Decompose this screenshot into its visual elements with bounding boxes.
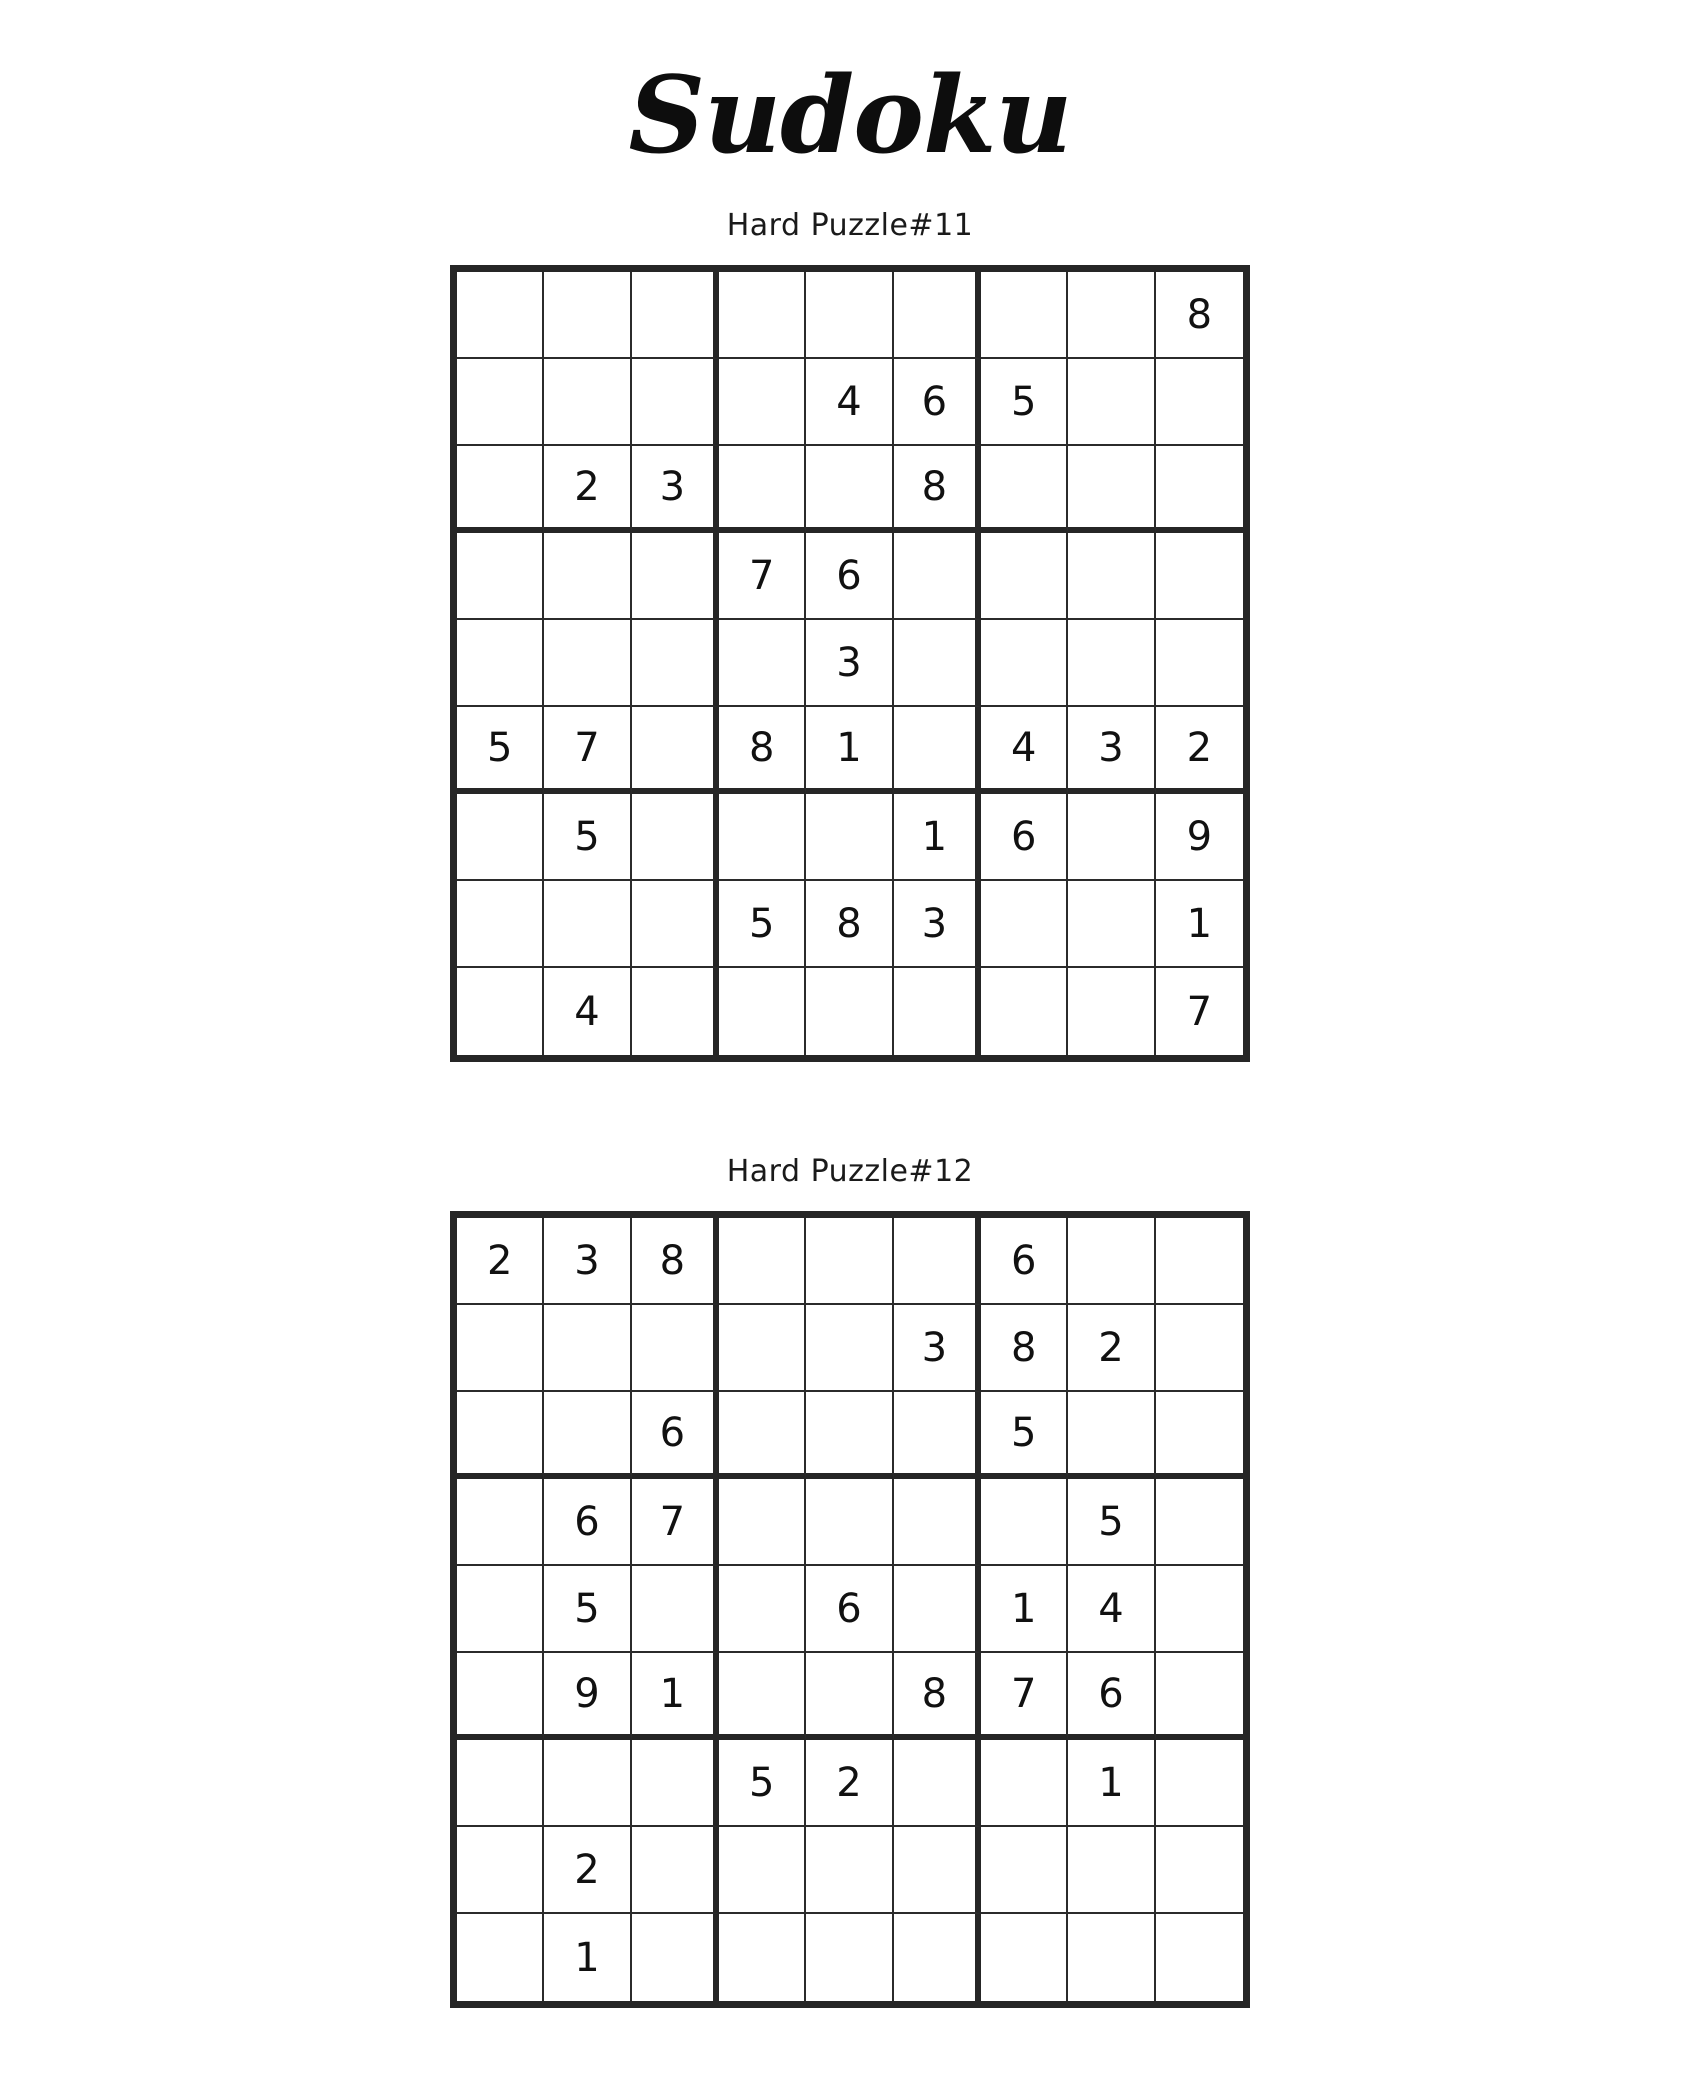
sudoku-cell-empty[interactable] <box>457 359 544 446</box>
sudoku-cell-given[interactable]: 6 <box>544 1479 631 1566</box>
sudoku-cell-empty[interactable] <box>1068 620 1155 707</box>
sudoku-cell-empty[interactable] <box>806 1218 893 1305</box>
sudoku-cell-given[interactable]: 8 <box>806 881 893 968</box>
sudoku-cell-empty[interactable] <box>544 359 631 446</box>
sudoku-cell-empty[interactable] <box>981 620 1068 707</box>
sudoku-cell-empty[interactable] <box>1156 1566 1243 1653</box>
sudoku-cell-empty[interactable] <box>1156 359 1243 446</box>
sudoku-cell-empty[interactable] <box>981 1479 1068 1566</box>
sudoku-cell-given[interactable]: 6 <box>981 794 1068 881</box>
sudoku-cell-empty[interactable] <box>457 881 544 968</box>
sudoku-cell-given[interactable]: 4 <box>1068 1566 1155 1653</box>
sudoku-cell-empty[interactable] <box>894 1827 981 1914</box>
sudoku-cell-empty[interactable] <box>806 1653 893 1740</box>
sudoku-cell-empty[interactable] <box>632 359 719 446</box>
sudoku-cell-empty[interactable] <box>544 1305 631 1392</box>
sudoku-cell-empty[interactable] <box>632 881 719 968</box>
sudoku-cell-given[interactable]: 1 <box>544 1914 631 2001</box>
sudoku-cell-empty[interactable] <box>806 446 893 533</box>
sudoku-cell-empty[interactable] <box>981 968 1068 1055</box>
sudoku-cell-empty[interactable] <box>719 446 806 533</box>
sudoku-cell-empty[interactable] <box>806 1914 893 2001</box>
sudoku-cell-given[interactable]: 7 <box>1156 968 1243 1055</box>
sudoku-cell-empty[interactable] <box>894 1914 981 2001</box>
sudoku-cell-given[interactable]: 9 <box>1156 794 1243 881</box>
sudoku-cell-empty[interactable] <box>894 1479 981 1566</box>
sudoku-cell-given[interactable]: 6 <box>1068 1653 1155 1740</box>
sudoku-cell-empty[interactable] <box>1068 881 1155 968</box>
sudoku-cell-given[interactable]: 8 <box>1156 272 1243 359</box>
sudoku-cell-empty[interactable] <box>894 1218 981 1305</box>
sudoku-cell-empty[interactable] <box>1068 1914 1155 2001</box>
sudoku-cell-empty[interactable] <box>457 794 544 881</box>
sudoku-cell-given[interactable]: 5 <box>719 1740 806 1827</box>
sudoku-cell-empty[interactable] <box>544 533 631 620</box>
sudoku-cell-given[interactable]: 2 <box>457 1218 544 1305</box>
sudoku-cell-empty[interactable] <box>1156 446 1243 533</box>
sudoku-cell-given[interactable]: 2 <box>544 446 631 533</box>
sudoku-cell-given[interactable]: 4 <box>981 707 1068 794</box>
sudoku-cell-empty[interactable] <box>457 968 544 1055</box>
sudoku-cell-empty[interactable] <box>1156 620 1243 707</box>
sudoku-cell-given[interactable]: 6 <box>894 359 981 446</box>
sudoku-cell-empty[interactable] <box>1068 533 1155 620</box>
sudoku-cell-given[interactable]: 5 <box>719 881 806 968</box>
sudoku-cell-empty[interactable] <box>457 1392 544 1479</box>
sudoku-cell-empty[interactable] <box>806 968 893 1055</box>
sudoku-cell-empty[interactable] <box>457 1653 544 1740</box>
sudoku-cell-empty[interactable] <box>1068 794 1155 881</box>
sudoku-cell-empty[interactable] <box>457 620 544 707</box>
sudoku-cell-empty[interactable] <box>894 968 981 1055</box>
sudoku-cell-empty[interactable] <box>1068 1218 1155 1305</box>
sudoku-cell-given[interactable]: 1 <box>1068 1740 1155 1827</box>
sudoku-cell-empty[interactable] <box>457 1305 544 1392</box>
sudoku-cell-empty[interactable] <box>1156 1740 1243 1827</box>
sudoku-cell-empty[interactable] <box>894 272 981 359</box>
sudoku-cell-empty[interactable] <box>981 1914 1068 2001</box>
sudoku-cell-given[interactable]: 7 <box>719 533 806 620</box>
sudoku-cell-empty[interactable] <box>894 1392 981 1479</box>
sudoku-cell-given[interactable]: 5 <box>457 707 544 794</box>
sudoku-cell-given[interactable]: 6 <box>806 1566 893 1653</box>
sudoku-cell-empty[interactable] <box>544 881 631 968</box>
sudoku-cell-empty[interactable] <box>719 1827 806 1914</box>
sudoku-cell-given[interactable]: 3 <box>894 881 981 968</box>
sudoku-cell-empty[interactable] <box>457 533 544 620</box>
sudoku-cell-empty[interactable] <box>719 1653 806 1740</box>
grid-wrapper-2 <box>0 1211 1700 2008</box>
sudoku-cell-empty[interactable] <box>544 1392 631 1479</box>
sudoku-cell-empty[interactable] <box>719 1566 806 1653</box>
sudoku-cell-given[interactable]: 5 <box>981 359 1068 446</box>
sudoku-cell-empty[interactable] <box>632 1305 719 1392</box>
sudoku-cell-empty[interactable] <box>981 272 1068 359</box>
sudoku-cell-empty[interactable] <box>1156 1392 1243 1479</box>
sudoku-cell-given[interactable]: 1 <box>806 707 893 794</box>
sudoku-cell-given[interactable]: 6 <box>981 1218 1068 1305</box>
sudoku-cell-empty[interactable] <box>1156 1653 1243 1740</box>
sudoku-cell-given[interactable]: 5 <box>544 1566 631 1653</box>
sudoku-cell-given[interactable]: 8 <box>632 1218 719 1305</box>
sudoku-cell-given[interactable]: 6 <box>632 1392 719 1479</box>
sudoku-grid-1[interactable] <box>450 265 1250 1062</box>
puzzle-caption-2: Hard Puzzle#12 <box>726 1154 974 1189</box>
sudoku-cell-empty[interactable] <box>632 272 719 359</box>
sudoku-cell-empty[interactable] <box>719 620 806 707</box>
sudoku-cell-empty[interactable] <box>632 968 719 1055</box>
sudoku-cell-empty[interactable] <box>719 1392 806 1479</box>
sudoku-cell-empty[interactable] <box>1156 533 1243 620</box>
sudoku-cell-empty[interactable] <box>457 1479 544 1566</box>
sudoku-cell-empty[interactable] <box>632 1740 719 1827</box>
sudoku-cell-empty[interactable] <box>1068 359 1155 446</box>
sudoku-cell-empty[interactable] <box>457 446 544 533</box>
sudoku-cell-empty[interactable] <box>981 1740 1068 1827</box>
sudoku-cell-empty[interactable] <box>981 1827 1068 1914</box>
sudoku-cell-given[interactable]: 8 <box>894 446 981 533</box>
sudoku-cell-given[interactable]: 3 <box>894 1305 981 1392</box>
sudoku-cell-empty[interactable] <box>894 1740 981 1827</box>
sudoku-cell-empty[interactable] <box>544 1740 631 1827</box>
sudoku-cell-empty[interactable] <box>1068 1392 1155 1479</box>
sudoku-cell-given[interactable]: 1 <box>1156 881 1243 968</box>
sudoku-cell-empty[interactable] <box>544 620 631 707</box>
sudoku-cell-empty[interactable] <box>719 1305 806 1392</box>
sudoku-cell-empty[interactable] <box>632 533 719 620</box>
sudoku-cell-empty[interactable] <box>1068 1827 1155 1914</box>
puzzle-section-2 <box>0 1062 1700 2008</box>
sudoku-cell-empty[interactable] <box>632 620 719 707</box>
sudoku-cell-empty[interactable] <box>719 1479 806 1566</box>
sudoku-cell-given[interactable]: 8 <box>719 707 806 794</box>
puzzle-section-1 <box>0 168 1700 1062</box>
puzzle-caption-1: Hard Puzzle#11 <box>726 208 974 243</box>
sudoku-cell-empty[interactable] <box>632 707 719 794</box>
sudoku-cell-empty[interactable] <box>894 1566 981 1653</box>
sudoku-cell-empty[interactable] <box>1068 272 1155 359</box>
page-title: Sudoku <box>628 52 1072 177</box>
sudoku-cell-given[interactable]: 2 <box>1068 1305 1155 1392</box>
sudoku-cell-empty[interactable] <box>719 794 806 881</box>
sudoku-cell-empty[interactable] <box>544 272 631 359</box>
sudoku-cell-empty[interactable] <box>719 968 806 1055</box>
sudoku-cell-empty[interactable] <box>806 1827 893 1914</box>
sudoku-cell-empty[interactable] <box>981 533 1068 620</box>
sudoku-cell-given[interactable]: 1 <box>632 1653 719 1740</box>
sudoku-cell-given[interactable]: 5 <box>981 1392 1068 1479</box>
sudoku-cell-empty[interactable] <box>632 1566 719 1653</box>
sudoku-cell-empty[interactable] <box>894 707 981 794</box>
sudoku-cell-empty[interactable] <box>719 359 806 446</box>
sudoku-cell-given[interactable]: 2 <box>1156 707 1243 794</box>
sudoku-cell-empty[interactable] <box>806 1392 893 1479</box>
sudoku-cell-empty[interactable] <box>1156 1479 1243 1566</box>
sudoku-cell-given[interactable]: 1 <box>981 1566 1068 1653</box>
sudoku-cell-empty[interactable] <box>457 272 544 359</box>
sudoku-cell-given[interactable]: 4 <box>544 968 631 1055</box>
sudoku-cell-empty[interactable] <box>981 446 1068 533</box>
sudoku-cell-given[interactable]: 8 <box>981 1305 1068 1392</box>
grid-wrapper-1 <box>0 265 1700 1062</box>
sudoku-cell-empty[interactable] <box>1156 1827 1243 1914</box>
sudoku-cell-given[interactable]: 7 <box>632 1479 719 1566</box>
sudoku-cell-given[interactable]: 3 <box>806 620 893 707</box>
sudoku-cell-given[interactable]: 7 <box>544 707 631 794</box>
sudoku-cell-given[interactable]: 1 <box>894 794 981 881</box>
sudoku-cell-given[interactable]: 2 <box>806 1740 893 1827</box>
sudoku-cell-empty[interactable] <box>457 1566 544 1653</box>
sudoku-cell-empty[interactable] <box>457 1827 544 1914</box>
sudoku-cell-empty[interactable] <box>457 1740 544 1827</box>
sudoku-cell-given[interactable]: 6 <box>806 533 893 620</box>
sudoku-cell-empty[interactable] <box>894 620 981 707</box>
sudoku-cell-given[interactable]: 8 <box>894 1653 981 1740</box>
sudoku-cell-given[interactable]: 3 <box>1068 707 1155 794</box>
sudoku-cell-empty[interactable] <box>806 272 893 359</box>
sudoku-cell-empty[interactable] <box>806 1479 893 1566</box>
sudoku-cell-given[interactable]: 9 <box>544 1653 631 1740</box>
sudoku-cell-empty[interactable] <box>1156 1305 1243 1392</box>
sudoku-cell-empty[interactable] <box>719 272 806 359</box>
sudoku-cell-given[interactable]: 3 <box>544 1218 631 1305</box>
sudoku-cell-given[interactable]: 2 <box>544 1827 631 1914</box>
sudoku-cell-given[interactable]: 7 <box>981 1653 1068 1740</box>
sudoku-cell-empty[interactable] <box>632 794 719 881</box>
sudoku-cell-empty[interactable] <box>1068 968 1155 1055</box>
sudoku-cell-empty[interactable] <box>894 533 981 620</box>
sudoku-grid-2[interactable] <box>450 1211 1250 2008</box>
sudoku-cell-empty[interactable] <box>632 1827 719 1914</box>
sudoku-cell-empty[interactable] <box>719 1218 806 1305</box>
sudoku-cell-given[interactable]: 5 <box>1068 1479 1155 1566</box>
sudoku-cell-given[interactable]: 4 <box>806 359 893 446</box>
sudoku-cell-empty[interactable] <box>981 881 1068 968</box>
sudoku-cell-given[interactable]: 3 <box>632 446 719 533</box>
sudoku-cell-empty[interactable] <box>1156 1218 1243 1305</box>
sudoku-cell-empty[interactable] <box>719 1914 806 2001</box>
sudoku-cell-empty[interactable] <box>632 1914 719 2001</box>
sudoku-cell-empty[interactable] <box>806 794 893 881</box>
sudoku-cell-empty[interactable] <box>457 1914 544 2001</box>
sudoku-cell-empty[interactable] <box>806 1305 893 1392</box>
sudoku-cell-given[interactable]: 5 <box>544 794 631 881</box>
sudoku-cell-empty[interactable] <box>1156 1914 1243 2001</box>
sudoku-cell-empty[interactable] <box>1068 446 1155 533</box>
